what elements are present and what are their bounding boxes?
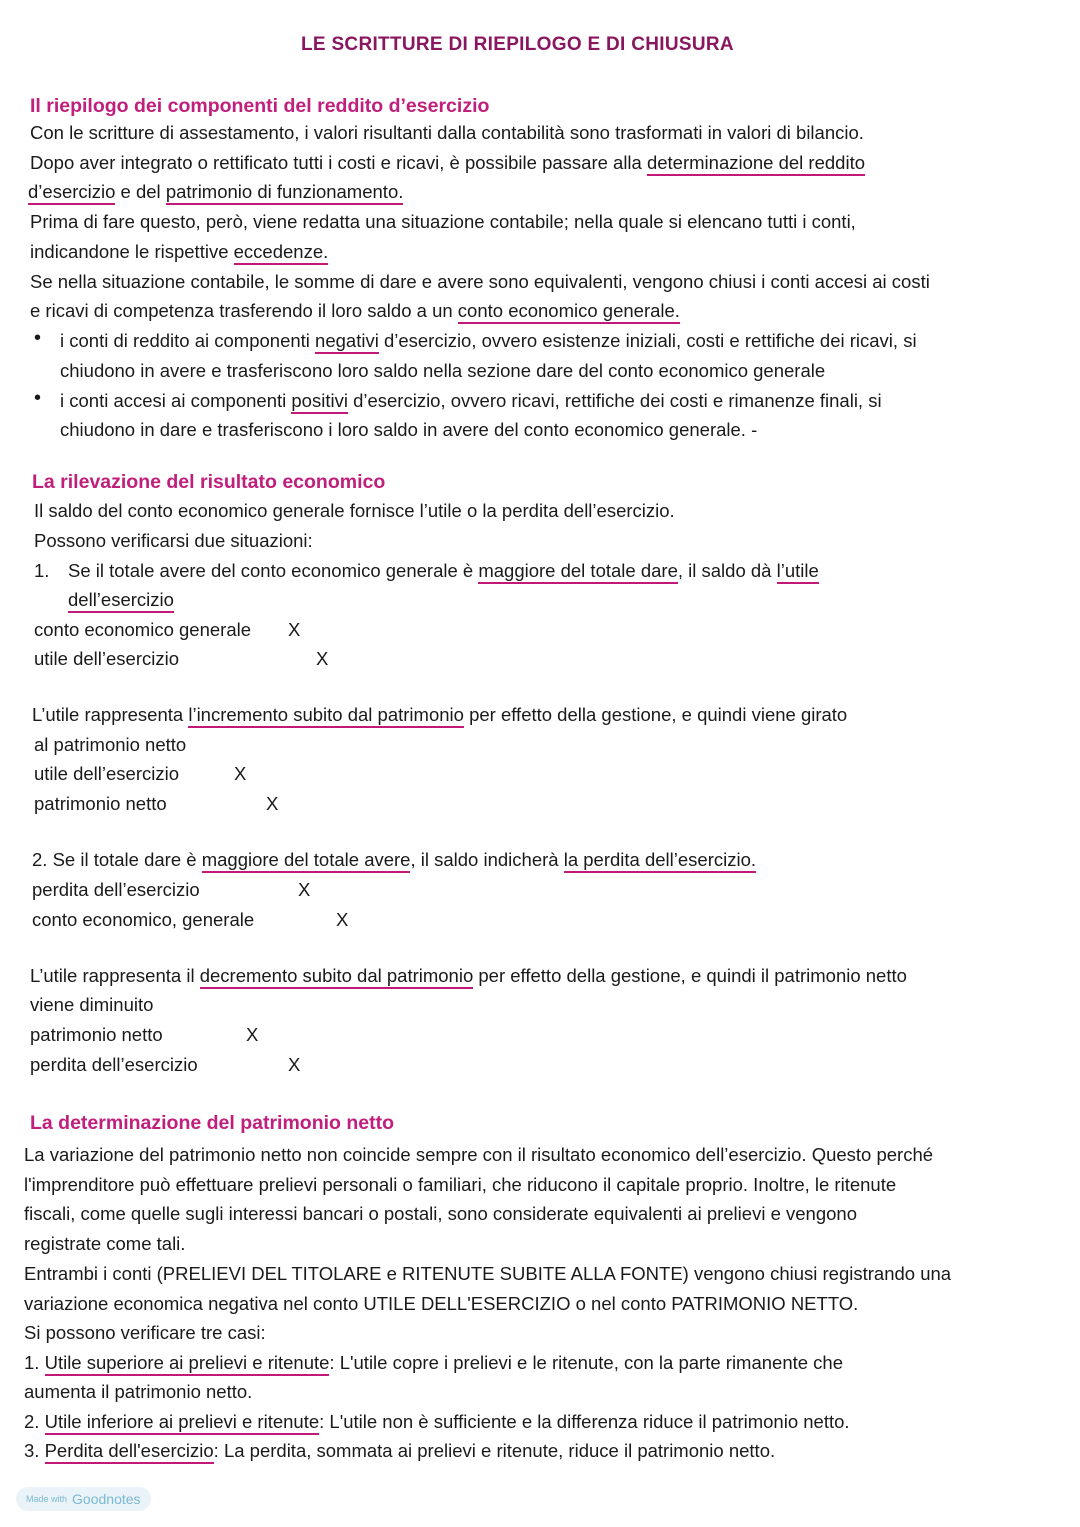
journal-entry [30,1023,259,1047]
underlined-text: determinazione del reddito [647,152,865,176]
text-segment: 2. [24,1411,45,1432]
underlined-text: dell’esercizio [68,589,174,613]
journal-entry [32,878,311,902]
text-segment: per effetto della gestione, e quindi il patrimonio netto [473,965,907,986]
text-line [24,1321,266,1345]
text-segment: d’esercizio, ovvero ricavi, rettifiche dei costi e rimanenze finali, si [347,390,882,411]
text-line [30,151,865,175]
text-line [68,559,819,583]
text-segment: conto economico generale [34,619,252,640]
text-segment: per effetto della gestione, e quindi viene girato [463,704,848,725]
underlined-text: decremento subito dal patrimonio [200,965,474,989]
text-segment: aumenta il patrimonio netto. [24,1381,253,1402]
text-segment: i conti di reddito ai componenti [60,330,316,351]
text-segment: 3. [24,1440,45,1461]
bullet-icon: • [34,387,42,409]
amount-mark: X [316,648,329,669]
text-line [24,1232,185,1256]
text-segment: utile dell’esercizio [34,763,179,784]
text-line [60,418,757,442]
text-segment: chiudono in avere e trasferiscono loro saldo nella sezione dare del conto economico generale [60,360,826,381]
text-segment: viene diminuito [30,994,154,1015]
text-segment: utile dell’esercizio [34,648,179,669]
underlined-text: conto economico generale. [458,300,680,324]
underlined-text: Perdita dell'esercizio [45,1440,214,1464]
text-segment: patrimonio netto [34,793,167,814]
text-line [30,240,328,264]
text-line [34,733,186,757]
text-segment: Il riepilogo dei componenti del reddito d’esercizio [30,95,490,117]
text-segment: La variazione del patrimonio netto non coincide sempre con il risultato economico dell’esercizio. Questo perché [24,1144,934,1165]
text-segment: , il saldo dà [677,560,777,581]
underlined-text: Utile superiore ai prelievi e ritenute [45,1352,330,1376]
text-line [30,121,864,145]
journal-entry [34,647,329,671]
text-segment: L’utile rappresenta [32,704,189,725]
text-line [60,329,917,353]
text-segment: La rilevazione del risultato economico [32,471,386,493]
section-heading [30,94,489,118]
text-segment: l'imprenditore può effettuare prelievi personali o familiari, che riducono il capitale proprio. Inoltre, le ritenute [24,1174,897,1195]
text-line [32,848,756,872]
text-segment: Si possono verificare tre casi: [24,1322,266,1343]
text-segment: d’esercizio, ovvero esistenze iniziali, costi e rettifiche dei ricavi, si [378,330,917,351]
text-segment: registrate come tali. [24,1233,186,1254]
text-line [30,270,930,294]
text-line [24,1380,252,1404]
text-segment: fiscali, come quelle sugli interessi bancari o postali, sono considerate equivalenti ai prelievi e vengono [24,1203,857,1224]
text-line [60,359,825,383]
text-line [60,389,882,413]
text-segment: perdita dell’esercizio [30,1054,198,1075]
text-line [34,499,675,523]
text-segment: : L'utile non è sufficiente e la differenza riduce il patrimonio netto. [319,1411,850,1432]
underlined-text: maggiore del totale avere [202,849,411,873]
underlined-text: l’incremento subito dal patrimonio [188,704,464,728]
text-line [30,210,856,234]
underlined-text: l’utile [777,560,819,584]
text-segment: al patrimonio netto [34,734,187,755]
badge-brand: Goodnotes [72,1491,141,1507]
text-segment: e del [115,181,166,202]
text-segment: chiudono in dare e trasferiscono i loro saldo in avere del conto economico generale. - [60,419,758,440]
underlined-text: patrimonio di funzionamento. [166,181,404,205]
text-line [24,1143,933,1167]
journal-entry [34,792,279,816]
amount-mark: X [336,909,349,930]
amount-mark: X [288,619,301,640]
text-segment: Se il totale avere del conto economico generale è [68,560,479,581]
text-line [30,993,153,1017]
underlined-text: Utile inferiore ai prelievi e ritenute [45,1411,320,1435]
text-line [28,180,403,204]
text-segment: i conti accesi ai componenti [60,390,292,411]
text-line [24,1292,858,1316]
text-segment: Il saldo del conto economico generale fornisce l’utile o la perdita dell’esercizio. [34,500,675,521]
journal-entry [34,762,247,786]
page-title [301,33,734,57]
text-line [24,1439,775,1463]
text-line [24,1173,896,1197]
journal-entry [34,618,301,642]
amount-mark: X [246,1024,259,1045]
text-segment: : L'utile copre i prelievi e le ritenute, con la parte rimanente che [329,1352,844,1373]
section-heading [30,1111,394,1135]
text-line [30,299,680,323]
text-segment: variazione economica negativa nel conto UTILE DELL'ESERCIZIO o nel conto PATRIMONIO NETTO. [24,1293,859,1314]
text-segment: perdita dell’esercizio [32,879,200,900]
text-segment: 2. Se il totale dare è [32,849,202,870]
badge-made-with: Made with [26,1494,68,1504]
text-segment: Con le scritture di assestamento, i valori risultanti dalla contabilità sono trasformati in valori di bilancio. [30,122,864,143]
text-segment: 1. [24,1352,45,1373]
text-segment: Se nella situazione contabile, le somme di dare e avere sono equivalenti, vengono chiusi i conti accesi ai costi [30,271,930,292]
journal-entry [32,908,349,932]
text-line [32,703,847,727]
text-line [24,1262,951,1286]
text-line [24,1410,850,1434]
amount-mark: X [234,763,247,784]
text-line [34,529,313,553]
section-heading [32,470,385,494]
list-number: 1. [34,560,50,581]
text-segment: patrimonio netto [30,1024,163,1045]
underlined-text: positivi [291,390,348,414]
text-line [24,1351,843,1375]
text-segment: Dopo aver integrato o rettificato tutti i costi e ricavi, è possibile passare alla [30,152,647,173]
text-segment: : La perdita, sommata ai prelievi e ritenute, riduce il patrimonio netto. [213,1440,776,1461]
text-segment: conto economico, generale [32,909,255,930]
text-segment: e ricavi di competenza trasferendo il loro saldo a un [30,300,458,321]
underlined-text: negativi [315,330,379,354]
text-line [24,1202,857,1226]
text-segment: La determinazione del patrimonio netto [30,1112,395,1134]
text-segment: L’utile rappresenta il [30,965,200,986]
underlined-text: eccedenze. [234,241,329,265]
goodnotes-badge [16,1487,151,1511]
text-segment: LE SCRITTURE DI RIEPILOGO E DI CHIUSURA [301,34,734,55]
text-segment: indicandone le rispettive [30,241,234,262]
text-line [30,964,907,988]
amount-mark: X [266,793,279,814]
text-segment: Possono verificarsi due situazioni: [34,530,313,551]
amount-mark: X [298,879,311,900]
text-segment: Prima di fare questo, però, viene redatta una situazione contabile; nella quale si elencano tutti i conti, [30,211,856,232]
journal-entry [30,1053,301,1077]
text-segment: Entrambi i conti (PRELIEVI DEL TITOLARE e RITENUTE SUBITE ALLA FONTE) vengono chiusi registrando una [24,1263,952,1284]
underlined-text: maggiore del totale dare [478,560,678,584]
text-line [68,588,174,612]
amount-mark: X [288,1054,301,1075]
text-segment: , il saldo indicherà [410,849,564,870]
underlined-text: la perdita dell’esercizio. [564,849,756,873]
bullet-icon: • [34,327,42,349]
underlined-text: d’esercizio [28,181,115,205]
